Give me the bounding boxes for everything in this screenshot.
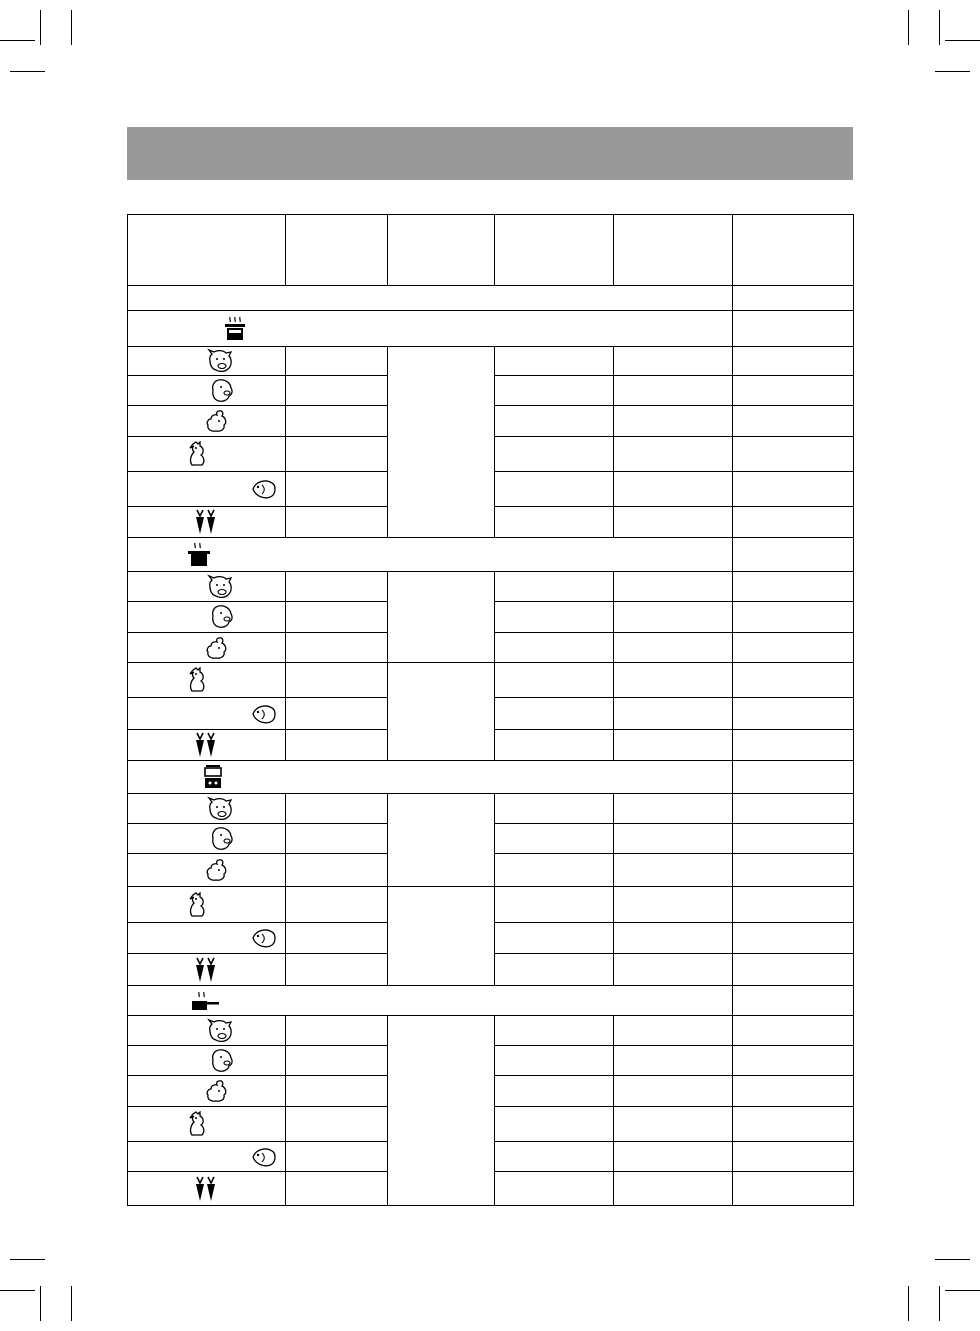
table-cell <box>614 472 733 507</box>
table-cell <box>495 347 614 376</box>
table-cell <box>495 854 614 887</box>
table-cell <box>286 406 388 437</box>
table-cell <box>614 698 733 730</box>
beef-icon <box>206 348 234 374</box>
table-cell <box>733 1142 854 1172</box>
table-cell <box>495 824 614 854</box>
food-cell <box>128 633 286 663</box>
table-cell <box>733 1046 854 1076</box>
table-cell <box>614 954 733 986</box>
frying-pan-icon <box>190 988 220 1014</box>
table-cell <box>495 730 614 761</box>
crop-mark <box>939 10 940 45</box>
table-cell <box>733 406 854 437</box>
food-cell <box>128 1172 286 1206</box>
table-cell <box>286 794 388 824</box>
food-cell <box>128 602 286 633</box>
table-cell <box>614 854 733 887</box>
table-cell <box>614 887 733 923</box>
table-cell <box>733 954 854 986</box>
table-cell <box>733 824 854 854</box>
table-cell <box>286 730 388 761</box>
beef-icon <box>206 796 234 822</box>
table-cell <box>286 437 388 472</box>
crop-mark <box>71 1286 72 1321</box>
table-cell <box>614 1076 733 1107</box>
table-cell <box>614 1046 733 1076</box>
table-cell <box>733 507 854 538</box>
table-cell <box>614 1172 733 1206</box>
food-cell <box>128 472 286 507</box>
food-cell <box>128 572 286 602</box>
table-cell <box>286 633 388 663</box>
table-cell <box>614 1107 733 1142</box>
vegetables-icon <box>191 509 219 535</box>
crop-mark <box>40 1286 41 1321</box>
food-cell <box>128 376 286 406</box>
food-cell <box>128 507 286 538</box>
table-cell <box>286 1107 388 1142</box>
table-cell <box>614 1142 733 1172</box>
food-cell <box>128 406 286 437</box>
food-cell <box>128 854 286 887</box>
table-cell <box>495 1016 614 1046</box>
table-cell <box>286 1016 388 1046</box>
merged-cell <box>388 347 495 538</box>
table-cell <box>495 1172 614 1206</box>
table-cell <box>495 1142 614 1172</box>
table-row <box>128 794 854 824</box>
fish-icon <box>250 476 278 502</box>
table-cell <box>286 1142 388 1172</box>
merged-cell <box>388 572 495 663</box>
table-cell <box>286 347 388 376</box>
fish-icon <box>250 925 278 951</box>
table-cell <box>614 794 733 824</box>
fish-icon <box>250 701 278 727</box>
poultry-icon <box>184 892 212 918</box>
table-cell <box>495 472 614 507</box>
table-cell <box>286 376 388 406</box>
poultry-icon <box>184 441 212 467</box>
table-cell <box>495 923 614 954</box>
table-cell <box>614 923 733 954</box>
food-cell <box>128 923 286 954</box>
table-cell <box>614 730 733 761</box>
crop-mark <box>0 1290 35 1291</box>
table-cell <box>286 1046 388 1076</box>
header-cell <box>388 215 495 286</box>
beef-icon <box>206 574 234 600</box>
merged-cell <box>388 794 495 887</box>
section-row <box>128 986 854 1016</box>
table-cell <box>733 376 854 406</box>
table-cell <box>614 572 733 602</box>
table-cell <box>286 954 388 986</box>
table-row <box>128 347 854 376</box>
table-cell <box>495 437 614 472</box>
table-cell <box>614 406 733 437</box>
table-cell <box>495 698 614 730</box>
table-row <box>128 286 854 311</box>
table-cell <box>733 347 854 376</box>
crop-mark <box>10 1259 45 1260</box>
crop-mark <box>71 10 72 45</box>
section-row <box>128 761 854 794</box>
food-cell <box>128 1016 286 1046</box>
food-cell <box>128 663 286 698</box>
vegetables-icon <box>191 732 219 758</box>
table-header-row <box>128 215 854 286</box>
section-cell <box>128 761 733 794</box>
table-cell <box>286 572 388 602</box>
table-cell <box>495 507 614 538</box>
table-cell <box>733 1107 854 1142</box>
table-cell <box>286 887 388 923</box>
table-cell <box>495 602 614 633</box>
crop-mark <box>935 1259 970 1260</box>
food-cell <box>128 954 286 986</box>
table-cell <box>286 824 388 854</box>
lamb-icon <box>202 857 230 883</box>
table-cell <box>128 286 733 311</box>
table-cell <box>733 538 854 572</box>
table-cell <box>495 633 614 663</box>
table-cell <box>495 572 614 602</box>
table-cell <box>495 663 614 698</box>
table-row <box>128 1016 854 1046</box>
crop-mark <box>908 10 909 45</box>
food-cell <box>128 1076 286 1107</box>
pork-icon <box>208 604 236 630</box>
table-cell <box>614 602 733 633</box>
table-cell <box>733 663 854 698</box>
table-cell <box>614 347 733 376</box>
fish-icon <box>250 1144 278 1170</box>
table-cell <box>733 1172 854 1206</box>
header-cell <box>733 215 854 286</box>
lamb-icon <box>202 1078 230 1104</box>
poultry-icon <box>184 667 212 693</box>
pork-icon <box>208 1048 236 1074</box>
table-cell <box>614 824 733 854</box>
table-cell <box>614 633 733 663</box>
table-cell <box>495 1046 614 1076</box>
header-cell <box>495 215 614 286</box>
table-cell <box>614 507 733 538</box>
pork-icon <box>208 826 236 852</box>
table-cell <box>733 572 854 602</box>
table-cell <box>286 602 388 633</box>
merged-cell <box>388 1016 495 1206</box>
crop-mark <box>10 71 45 72</box>
lamb-icon <box>202 635 230 661</box>
table-cell <box>614 1016 733 1046</box>
food-cell <box>128 347 286 376</box>
table-cell <box>733 286 854 311</box>
steam-pot-icon <box>220 316 250 342</box>
table-cell <box>614 437 733 472</box>
table-cell <box>733 472 854 507</box>
section-cell <box>128 986 733 1016</box>
table-cell <box>614 663 733 698</box>
table-cell <box>733 730 854 761</box>
header-cell <box>128 215 286 286</box>
section-row <box>128 538 854 572</box>
section-cell <box>128 538 733 572</box>
section-header-bar <box>127 127 853 180</box>
pork-icon <box>208 378 236 404</box>
beef-icon <box>206 1018 234 1044</box>
steamer-icon <box>198 764 228 790</box>
table-cell <box>286 854 388 887</box>
table-cell <box>733 761 854 794</box>
table-cell <box>286 698 388 730</box>
crop-mark <box>908 1286 909 1321</box>
crop-mark <box>939 1286 940 1321</box>
table-cell <box>495 954 614 986</box>
lamb-icon <box>202 408 230 434</box>
table-cell <box>733 311 854 347</box>
table-row <box>128 663 854 698</box>
table-cell <box>495 794 614 824</box>
header-cell <box>614 215 733 286</box>
table-cell <box>733 854 854 887</box>
food-cell <box>128 730 286 761</box>
table-cell <box>286 923 388 954</box>
table-cell <box>286 1076 388 1107</box>
table-cell <box>495 1076 614 1107</box>
table-cell <box>495 887 614 923</box>
crop-mark <box>945 40 980 41</box>
crop-mark <box>40 10 41 45</box>
table-cell <box>733 794 854 824</box>
table-cell <box>733 923 854 954</box>
cooking-pot-icon <box>184 542 214 568</box>
food-cell <box>128 1107 286 1142</box>
table-cell <box>495 406 614 437</box>
food-cell <box>128 1142 286 1172</box>
table-cell <box>614 376 733 406</box>
merged-cell <box>388 663 495 761</box>
table-cell <box>733 437 854 472</box>
vegetables-icon <box>191 957 219 983</box>
food-cell <box>128 437 286 472</box>
food-cell <box>128 1046 286 1076</box>
crop-mark <box>935 71 970 72</box>
table-cell <box>286 507 388 538</box>
food-cell <box>128 698 286 730</box>
food-cell <box>128 794 286 824</box>
vegetables-icon <box>191 1176 219 1202</box>
table-row <box>128 572 854 602</box>
table-cell <box>495 1107 614 1142</box>
table-cell <box>733 986 854 1016</box>
table-cell <box>733 698 854 730</box>
table-cell <box>733 633 854 663</box>
food-cell <box>128 824 286 854</box>
poultry-icon <box>184 1111 212 1137</box>
table-cell <box>733 887 854 923</box>
table-cell <box>495 376 614 406</box>
cooking-table <box>127 214 854 1206</box>
section-cell <box>128 311 733 347</box>
section-row <box>128 311 854 347</box>
table-cell <box>733 1016 854 1046</box>
merged-cell <box>388 887 495 986</box>
table-cell <box>286 472 388 507</box>
table-cell <box>286 1172 388 1206</box>
table-cell <box>286 663 388 698</box>
table-cell <box>733 1076 854 1107</box>
crop-mark <box>945 1290 980 1291</box>
food-cell <box>128 887 286 923</box>
header-cell <box>286 215 388 286</box>
table-row <box>128 887 854 923</box>
table-cell <box>733 602 854 633</box>
crop-mark <box>0 40 35 41</box>
